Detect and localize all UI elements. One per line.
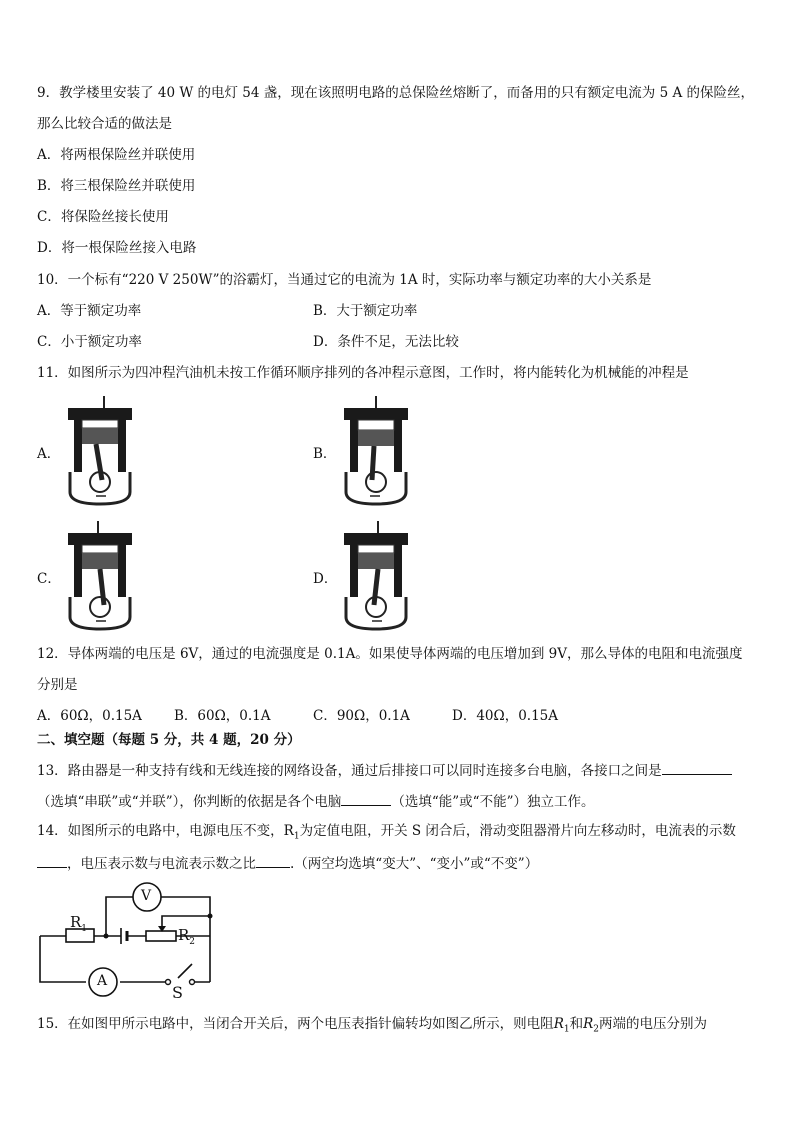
q13-text-2a: （选填“串联”或“并联”），你判断的依据是各个电脑: [37, 794, 342, 810]
q12-option-c: C．90Ω，0.1A: [313, 708, 410, 724]
q15-r2-sub: 2: [593, 1024, 599, 1035]
q11-label-a: A．: [37, 446, 61, 462]
q12-option-b: B．60Ω，0.1A: [174, 708, 271, 724]
q14-circuit-diagram: [36, 878, 226, 1002]
q13-text-1: 13．路由器是一种支持有线和无线连接的网络设备，通过后排接口可以同时连接多台电脑，各接口之间是: [37, 763, 662, 779]
q11-label-c: C．: [37, 571, 61, 587]
q10-stem: 10．一个标有“220 V 250W”的浴霸灯，当通过它的电流为 1A 时，实际功率与额定功率的大小关系是: [37, 272, 652, 288]
q14-text-1b: 为定值电阻，开关 S 闭合后，滑动变阻器滑片向左移动时，电流表的示数: [299, 823, 736, 839]
q13-line1: [37, 760, 732, 780]
section-heading: 二、填空题（每题 5 分，共 4 题，20 分）: [37, 732, 301, 748]
q14-blank-2[interactable]: [256, 853, 290, 868]
q13-blank-2[interactable]: [341, 791, 391, 806]
q13-blank-1[interactable]: [662, 760, 732, 775]
q12-option-a: A．60Ω，0.15A: [37, 708, 142, 724]
q11-label-b: B．: [313, 446, 337, 462]
q9-option-c: C．将保险丝接长使用: [37, 209, 169, 225]
q10-option-a: A．等于额定功率: [37, 303, 142, 319]
q15-r1: R: [553, 1016, 564, 1032]
q9-option-d: D．将一根保险丝接入电路: [37, 240, 197, 256]
q12-stem-line2: 分别是: [37, 677, 78, 693]
q14-blank-1[interactable]: [37, 853, 67, 868]
r2-sub: 2: [189, 937, 196, 947]
q10-option-b: B．大于额定功率: [313, 303, 418, 319]
switch-label: S: [172, 983, 183, 1002]
q14-text-2a: ，电压表示数与电流表示数之比: [67, 856, 256, 872]
r2-label: [178, 926, 195, 947]
q15-text-b: 两端的电压分别为: [599, 1016, 707, 1032]
q11-stem: 11．如图所示为四冲程汽油机未按工作循环顺序排列的各冲程示意图，工作时，将内能转化为机械能的冲程是: [37, 365, 689, 381]
engine-diagram-a: [66, 394, 146, 506]
q14-line2: [37, 853, 538, 873]
ammeter-label: A: [97, 973, 108, 989]
q10-option-d: D．条件不足，无法比较: [313, 334, 459, 350]
q9-stem-line1: 9．教学楼里安装了 40 W 的电灯 54 盏，现在该照明电路的总保险丝熔断了，而备用的只有额定电流为 5 A 的保险丝，: [37, 85, 754, 101]
voltmeter-label: V: [141, 888, 152, 904]
q14-text-2b: .（两空均选填“变大”、“变小”或“不变”）: [290, 856, 539, 872]
q12-option-d: D．40Ω，0.15A: [452, 708, 559, 724]
q15-line: [37, 1015, 707, 1039]
q9-option-a: A．将两根保险丝并联使用: [37, 147, 196, 163]
q15-text-a: 15．在如图甲所示电路中，当闭合开关后，两个电压表指针偏转均如图乙所示，则电阻: [37, 1016, 554, 1032]
q12-stem-line1: 12．导体两端的电压是 6V，通过的电流强度是 0.1A。如果使导体两端的电压增加到 9V，那么导体的电阻和电流强度: [37, 646, 743, 662]
q10-option-c: C．小于额定功率: [37, 334, 142, 350]
engine-diagram-c: [66, 519, 146, 631]
q13-line2: [37, 791, 594, 811]
r1-sub: 1: [81, 924, 88, 934]
engine-diagram-d: [342, 519, 422, 631]
q11-label-d: D．: [313, 571, 338, 587]
q14-line1: [37, 822, 736, 846]
q9-stem-line2: 那么比较合适的做法是: [37, 116, 172, 132]
q13-text-2b: （选填“能”或“不能”）独立工作。: [391, 794, 595, 810]
q14-r1-subscript: 1: [293, 831, 300, 842]
r1-label: [70, 913, 87, 934]
q15-r2: R: [583, 1016, 594, 1032]
r1-letter: R: [70, 913, 82, 931]
q15-and: 和: [569, 1016, 584, 1032]
q15-r1-sub: 1: [563, 1024, 570, 1035]
engine-diagram-b: [342, 394, 422, 506]
r2-letter: R: [178, 926, 190, 944]
q9-option-b: B．将三根保险丝并联使用: [37, 178, 196, 194]
q14-text-1a: 14．如图所示的电路中，电源电压不变，R: [37, 823, 294, 839]
